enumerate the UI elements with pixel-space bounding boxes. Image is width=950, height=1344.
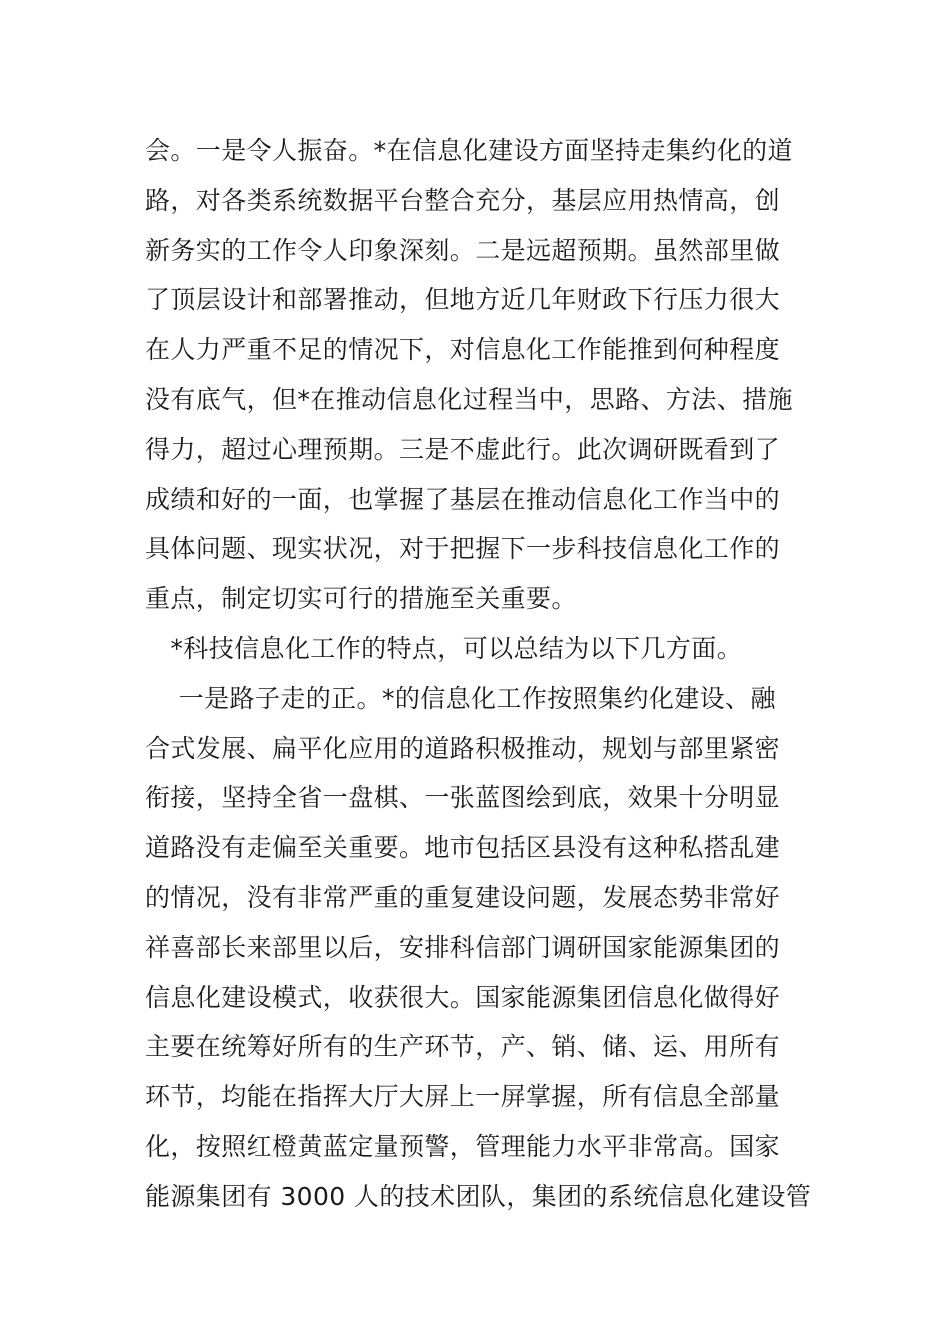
text-line: 信息化建设模式，收获很大。国家能源集团信息化做得好 bbox=[145, 982, 781, 1012]
text-line: 主要在统筹好所有的生产环节，产、销、储、运、用所有 bbox=[145, 1032, 781, 1062]
text-line: 化，按照红橙黄蓝定量预警，管理能力水平非常高。国家 bbox=[145, 1131, 781, 1161]
text-line: 在人力严重不足的情况下，对信息化工作能推到何种程度 bbox=[145, 335, 781, 365]
text-line: 会。一是令人振奋。*在信息化建设方面坚持走集约化的道 bbox=[145, 136, 793, 165]
text-line: *科技信息化工作的特点，可以总结为以下几方面。 bbox=[145, 633, 743, 663]
text-line: 一是路子走的正。*的信息化工作按照集约化建设、融 bbox=[145, 683, 776, 713]
text-line: 得力，超过心理预期。三是不虚此行。此次调研既看到了 bbox=[145, 434, 781, 464]
text-line: 重点，制定切实可行的措施至关重要。 bbox=[145, 584, 577, 614]
text-line: 具体问题、现实状况，对于把握下一步科技信息化工作的 bbox=[145, 534, 781, 564]
text-line: 祥喜部长来部里以后，安排科信部门调研国家能源集团的 bbox=[145, 932, 781, 962]
text-line: 新务实的工作令人印象深刻。二是远超预期。虽然部里做 bbox=[145, 235, 781, 265]
text-line: 没有底气，但*在推动信息化过程当中，思路、方法、措施 bbox=[145, 384, 793, 414]
text-line: 能源集团有 3000 人的技术团队，集团的系统信息化建设管 bbox=[145, 1181, 812, 1211]
body-text bbox=[145, 126, 825, 1222]
text-line: 衔接，坚持全省一盘棋、一张蓝图绘到底，效果十分明显 bbox=[145, 783, 781, 813]
text-line: 路，对各类系统数据平台整合充分，基层应用热情高，创 bbox=[145, 185, 781, 215]
text-line: 的情况，没有非常严重的重复建设问题，发展态势非常好 bbox=[145, 882, 781, 912]
text-line: 成绩和好的一面，也掌握了基层在推动信息化工作当中的 bbox=[145, 484, 781, 514]
text-line: 环节，均能在指挥大厅大屏上一屏掌握，所有信息全部量 bbox=[145, 1082, 781, 1112]
text-line: 合式发展、扁平化应用的道路积极推动，规划与部里紧密 bbox=[145, 733, 781, 763]
text-line: 道路没有走偏至关重要。地市包括区县没有这种私搭乱建 bbox=[145, 833, 781, 863]
text-line: 了顶层设计和部署推动，但地方近几年财政下行压力很大 bbox=[145, 285, 781, 315]
